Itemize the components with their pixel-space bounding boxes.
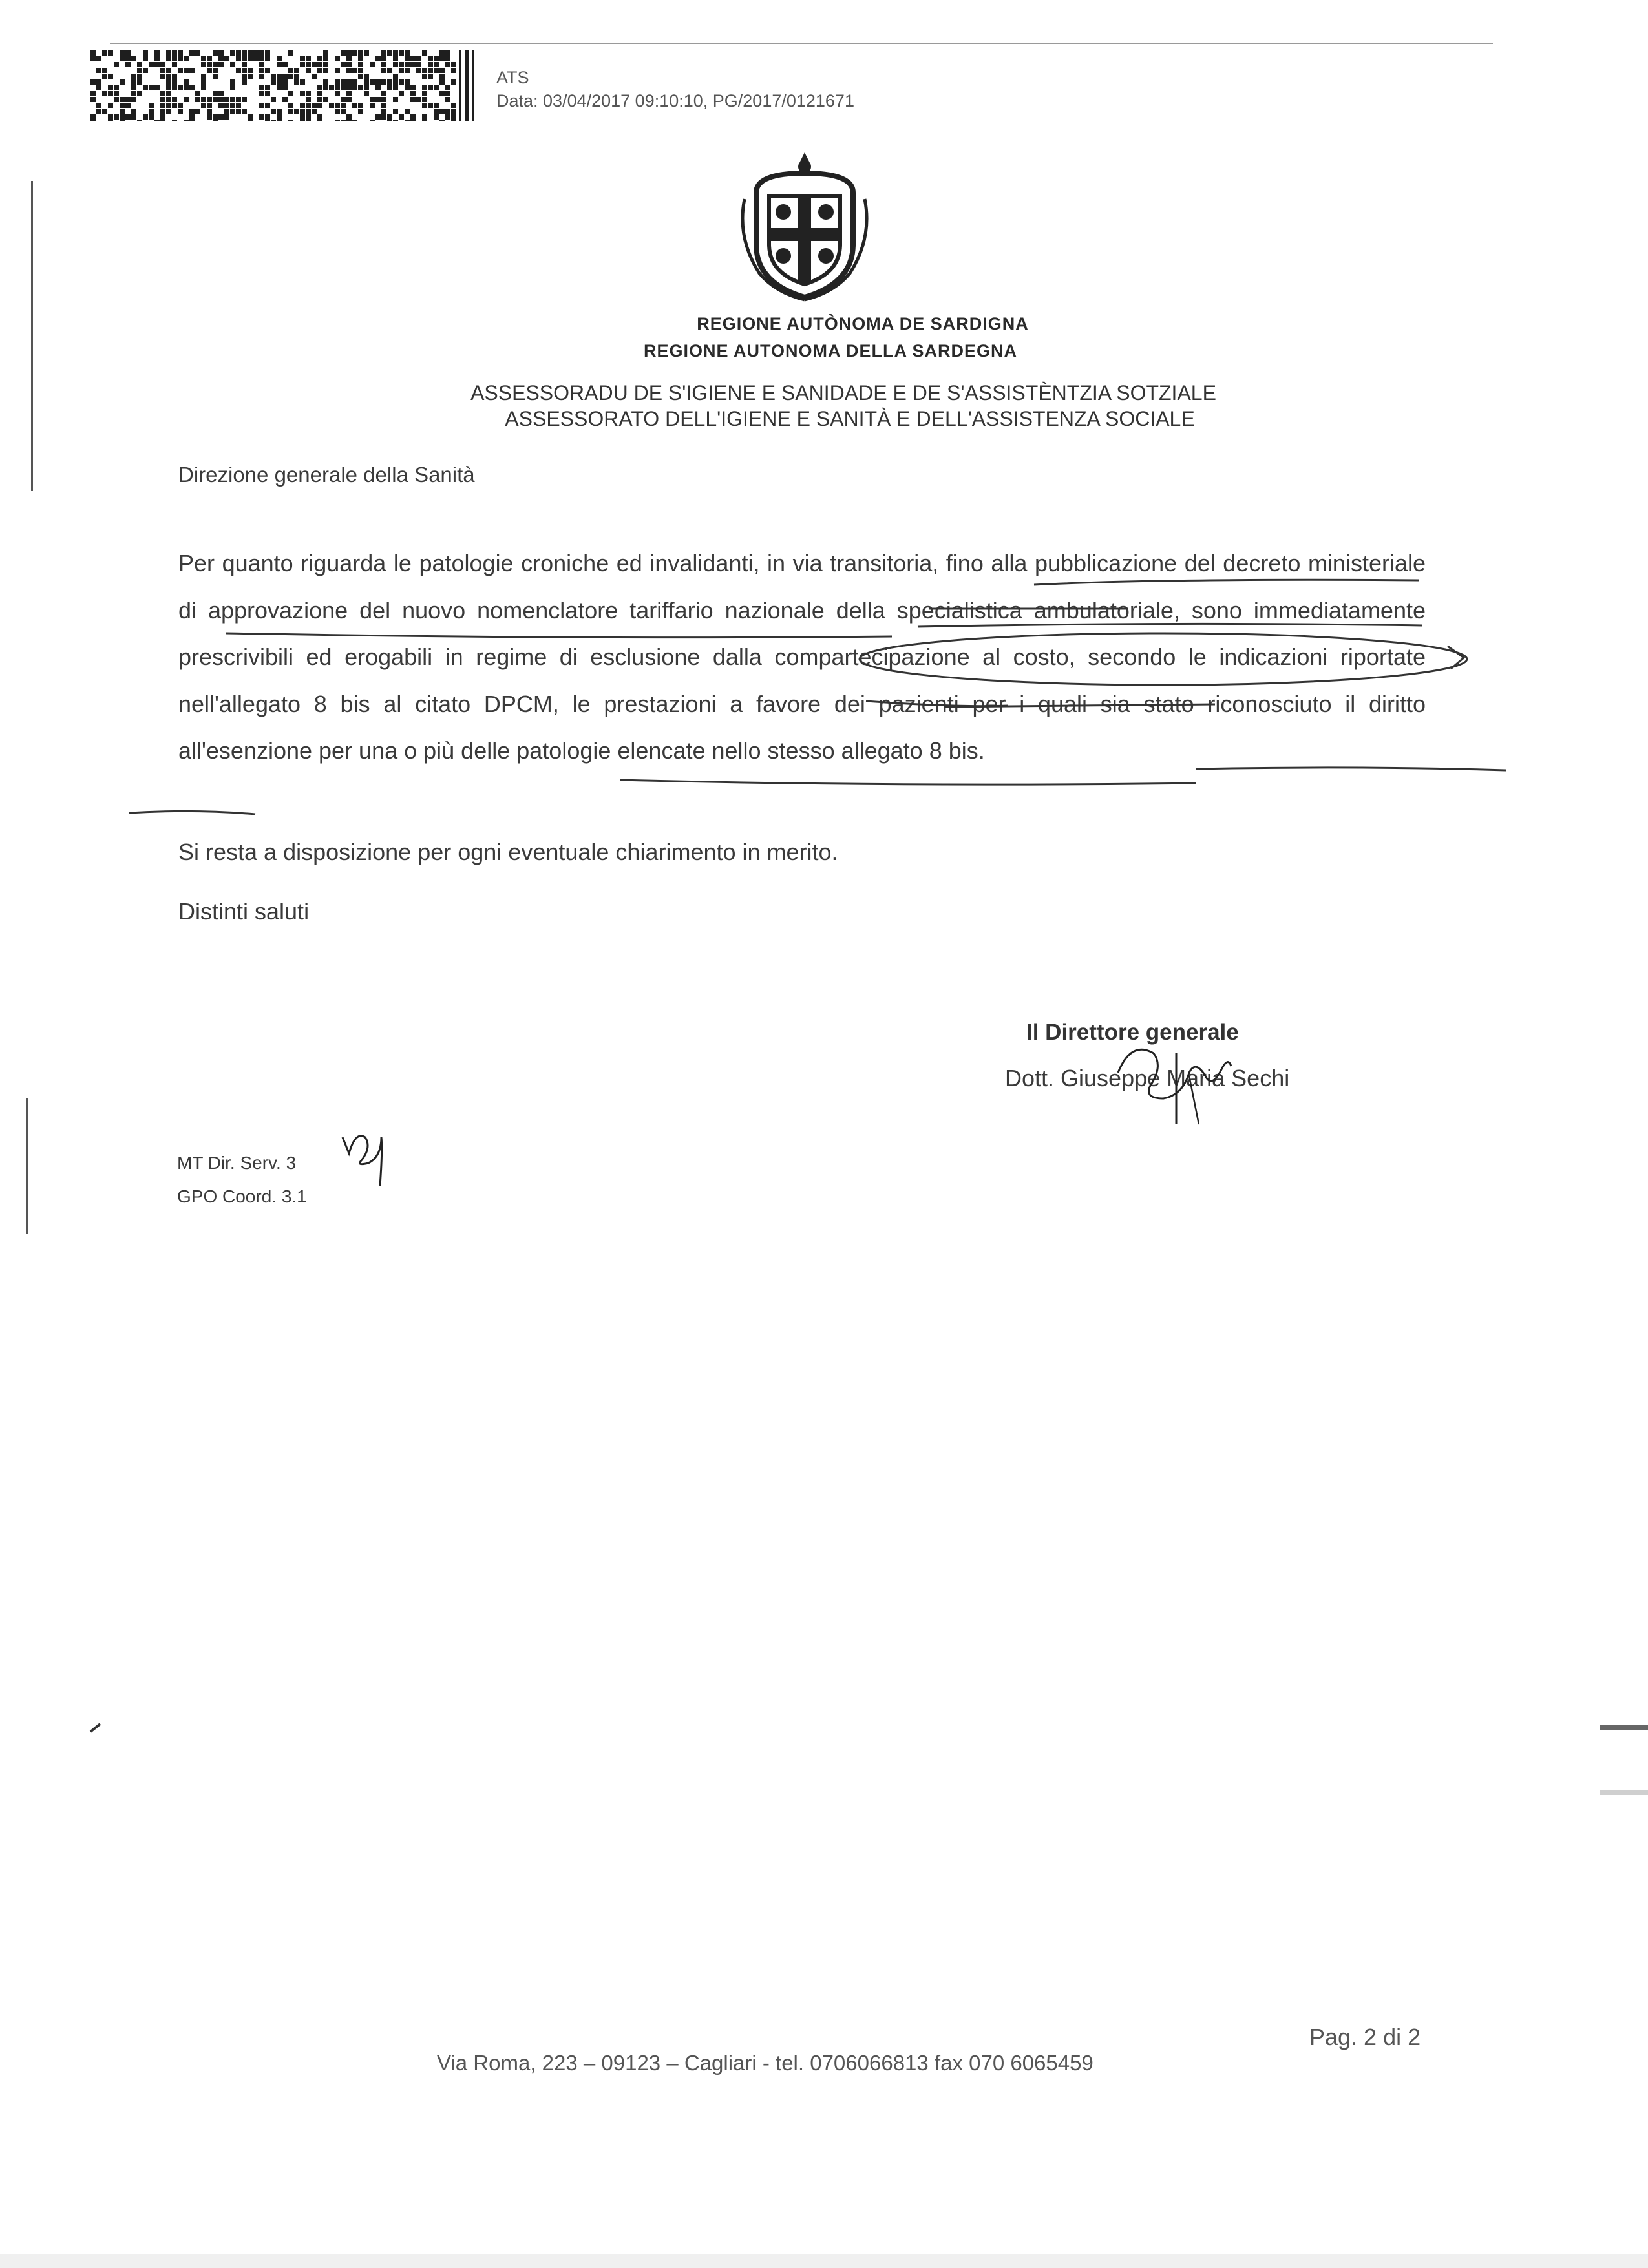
footer-address: Via Roma, 223 – 09123 – Cagliari - tel. 0706066813 fax 070 6065459 — [437, 2051, 1093, 2075]
signatory-name: Dott. Giuseppe Maria Sechi — [1005, 1065, 1290, 1091]
signatory-title: Il Direttore generale — [1026, 1020, 1239, 1045]
scan-edge-left — [26, 1098, 28, 1234]
scan-edge-right — [1600, 1790, 1648, 1795]
closing-greeting: Distinti saluti — [178, 898, 310, 925]
scan-edge-left — [31, 181, 33, 491]
stamp-issuer: ATS — [496, 68, 529, 87]
page-number: Pag. 2 di 2 — [1309, 2024, 1421, 2050]
sardinia-coat-of-arms-icon — [730, 147, 879, 302]
letter-body — [178, 540, 1426, 775]
scan-edge-right — [1600, 1725, 1648, 1730]
reference-line: MT Dir. Serv. 3 — [177, 1153, 297, 1173]
protocol-barcode — [78, 50, 478, 121]
protocol-stamp — [496, 66, 854, 112]
assessorate-sardinian: ASSESSORADU DE S'IGIENE E SANIDADE E DE S'ASSISTÈNTZIA SOTZIALE — [470, 381, 1216, 404]
region-name-sardinian: REGIONE AUTÒNOMA DE SARDIGNA — [697, 314, 1029, 333]
availability-sentence: Si resta a disposizione per ogni eventuale chiarimento in merito. — [178, 839, 838, 865]
reference-line: GPO Coord. 3.1 — [177, 1186, 307, 1206]
assessorate-italian: ASSESSORATO DELL'IGIENE E SANITÀ E DELL'ASSISTENZA SOCIALE — [505, 407, 1195, 430]
region-name-italian: REGIONE AUTONOMA DELLA SARDEGNA — [643, 341, 1017, 361]
department-name: Direzione generale della Sanità — [178, 463, 475, 487]
scan-edge-bottom — [0, 2254, 1648, 2268]
stamp-date-protocol: Data: 03/04/2017 09:10:10, PG/2017/0121671 — [496, 91, 854, 110]
handwritten-initials — [336, 1124, 407, 1195]
scan-edge-top — [110, 43, 1493, 44]
main-paragraph: Per quanto riguarda le patologie croniche ed invalidanti, in via transitoria, fino alla pubblicazione del decreto ministeriale di approvazione del nuovo nomenclatore tariffario nazionale della specialistica ambulatoriale, sono immediatamente prescrivibili ed erogabili in regime di esclusione dalla compartecipazione al costo, secondo le indicazioni riportate nell'allegato 8 bis al citato DPCM, le prestazioni a favore dei pazienti per i quali sia stato riconosciuto il diritto all'esenzione per una o più delle patologie elencate nello stesso allegato 8 bis. — [178, 550, 1426, 764]
handwritten-signature — [1092, 1014, 1247, 1131]
